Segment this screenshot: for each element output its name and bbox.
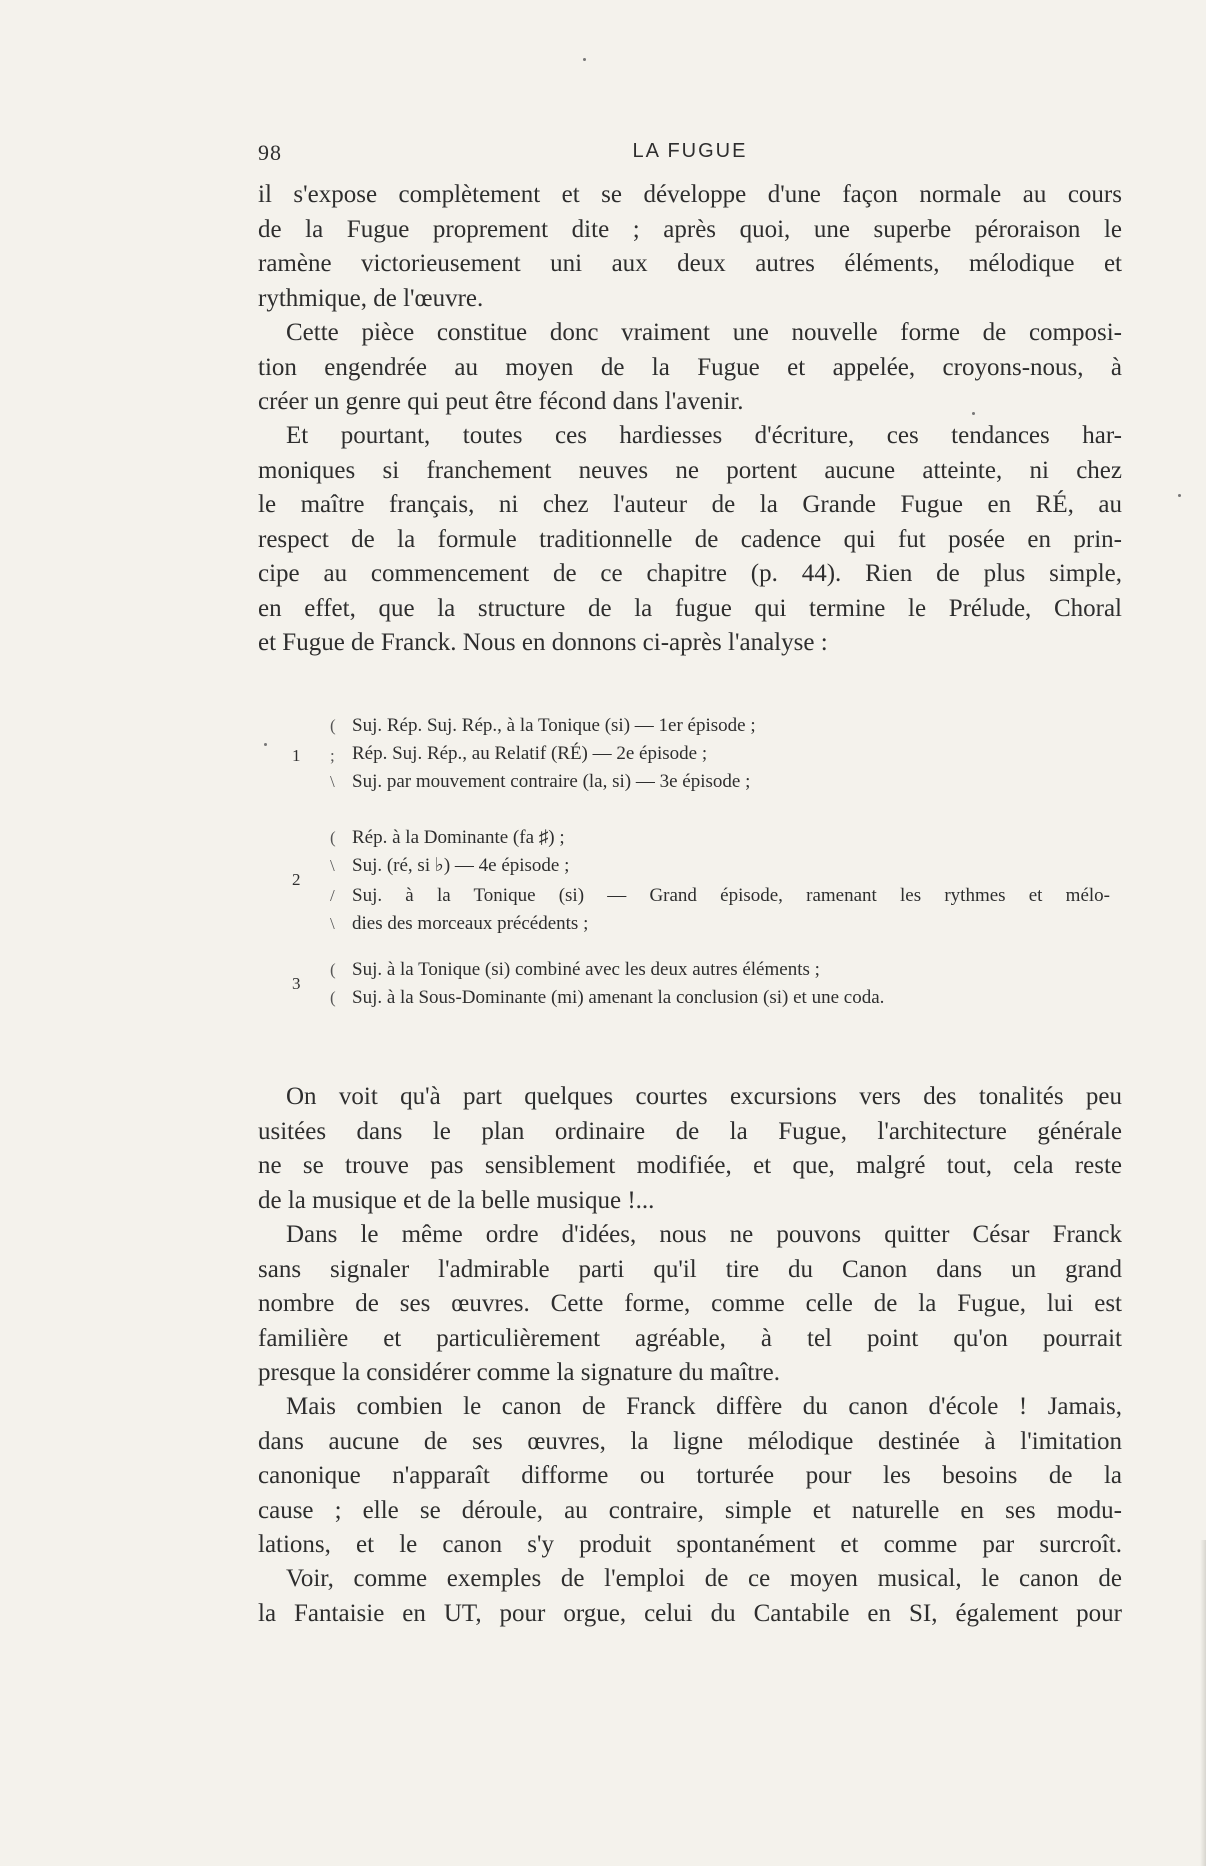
text-line: tion engendrée au moyen de la Fugue et appelée, croyons-nous, à: [258, 353, 1122, 381]
text-line: usitées dans le plan ordinaire de la Fugue, l'architecture générale: [258, 1117, 1122, 1145]
text-line: nombre de ses œuvres. Cette forme, comme celle de la Fugue, lui est: [258, 1290, 1122, 1317]
text-line: canonique n'apparaît difforme ou torturée pour les besoins de la: [258, 1462, 1122, 1489]
text-line: moniques si franchement neuves ne portent aucune atteinte, ni chez: [258, 456, 1122, 484]
group-number: 1: [292, 746, 301, 765]
text-line: Voir, comme exemples de l'emploi de ce moyen musical, le canon de: [286, 1565, 1122, 1592]
text-line: sans signaler l'admirable parti qu'il tire du Canon dans un grand: [258, 1255, 1122, 1283]
scan-speck: [264, 743, 267, 746]
brace-mark: /: [330, 886, 335, 905]
page-edge-shadow: [1200, 1540, 1206, 1866]
analysis-line: Suj. (ré, si ♭) — 4e épisode ;: [352, 855, 570, 876]
text-line: Et pourtant, toutes ces hardiesses d'écriture, ces tendances har-: [286, 422, 1122, 449]
text-line: presque la considérer comme la signature du maître.: [258, 1359, 781, 1386]
page-number: 98: [258, 140, 282, 165]
text-line: créer un genre qui peut être fécond dans l'avenir.: [258, 388, 744, 415]
text-line: le maître français, ni chez l'auteur de la Grande Fugue en RÉ, au: [258, 491, 1122, 518]
analysis-line: Suj. à la Tonique (si) combiné avec les deux autres éléments ;: [352, 959, 820, 980]
text-line: la Fantaisie en UT, pour orgue, celui du Cantabile en SI, également pour: [258, 1599, 1122, 1627]
paragraph-7: [258, 1562, 1122, 1631]
group-number: 3: [292, 974, 301, 993]
text-line: de la musique et de la belle musique !...: [258, 1186, 655, 1214]
analysis-line: Suj. par mouvement contraire (la, si) — 3e épisode ;: [352, 771, 751, 792]
text-line: Dans le même ordre d'idées, nous ne pouvons quitter César Franck: [286, 1221, 1122, 1248]
text-line: cause ; elle se déroule, au contraire, simple et naturelle en ses modu-: [258, 1496, 1122, 1524]
analysis-line: Suj. à la Sous-Dominante (mi) amenant la conclusion (si) et une coda.: [352, 987, 885, 1008]
text-line: ramène victorieusement uni aux deux autres éléments, mélodique et: [258, 250, 1122, 277]
text-line: Cette pièce constitue donc vraiment une nouvelle forme de composi-: [286, 319, 1122, 346]
paragraph-6: [258, 1390, 1122, 1563]
text-line: On voit qu'à part quelques courtes excursions vers des tonalités peu: [286, 1083, 1122, 1110]
text-line: en effet, que la structure de la fugue qui termine le Prélude, Choral: [258, 594, 1122, 622]
scan-speck: [583, 58, 586, 61]
analysis-line: Suj. à la Tonique (si) — Grand épisode, ramenant les rythmes et mélo-: [352, 885, 1110, 906]
brace-mark: (: [330, 988, 336, 1007]
text-line: et Fugue de Franck. Nous en donnons ci-après l'analyse :: [258, 629, 828, 656]
brace-mark: (: [330, 960, 336, 979]
analysis-line: Rép. Suj. Rép., au Relatif (RÉ) — 2e épisode ;: [352, 743, 708, 764]
analysis-line: dies des morceaux précédents ;: [352, 913, 589, 934]
running-title: LA FUGUE: [632, 140, 748, 162]
brace-mark: ;: [330, 746, 335, 765]
page-header: [258, 140, 1122, 170]
brace-mark: \: [330, 856, 335, 875]
text-line: lations, et le canon s'y produit spontanément et comme par surcroît.: [258, 1531, 1122, 1558]
text-line: de la Fugue proprement dite ; après quoi, une superbe péroraison le: [258, 215, 1122, 243]
scan-speck: [1178, 494, 1181, 497]
paragraph-5: [258, 1218, 1122, 1391]
text-line: ne se trouve pas sensiblement modifiée, et que, malgré tout, cela reste: [258, 1152, 1122, 1179]
text-line: dans aucune de ses œuvres, la ligne mélodique destinée à l'imitation: [258, 1427, 1122, 1455]
text-line: respect de la formule traditionnelle de cadence qui fut posée en prin-: [258, 525, 1122, 553]
scan-speck: [972, 412, 975, 415]
brace-mark: (: [330, 716, 336, 735]
text-line: Mais combien le canon de Franck diffère du canon d'école ! Jamais,: [286, 1393, 1122, 1420]
group-number: 2: [292, 870, 301, 889]
text-line: cipe au commencement de ce chapitre (p. 44). Rien de plus simple,: [258, 560, 1122, 587]
brace-mark: (: [330, 828, 336, 847]
brace-mark: \: [330, 772, 335, 791]
paragraph-2: [258, 316, 1122, 420]
text-line: rythmique, de l'œuvre.: [258, 284, 484, 312]
text-line: familière et particulièrement agréable, à tel point qu'on pourrait: [258, 1324, 1122, 1352]
text-line: il s'expose complètement et se développe d'une façon normale au cours: [258, 181, 1122, 208]
paragraph-3: [258, 419, 1122, 661]
analysis-line: Suj. Rép. Suj. Rép., à la Tonique (si) — 1er épisode ;: [352, 715, 756, 736]
paragraph-1: [258, 178, 1122, 316]
brace-mark: \: [330, 914, 335, 933]
analysis-line: Rép. à la Dominante (fa ♯) ;: [352, 827, 565, 848]
paragraph-4: [258, 1080, 1122, 1218]
